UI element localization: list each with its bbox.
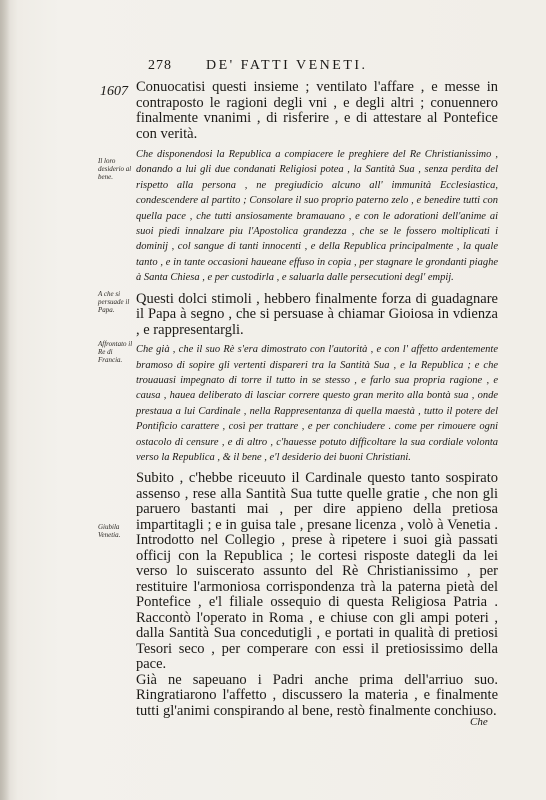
paragraph-3: Questi dolci stimoli , hebbero finalmente forza di guadagnare il Papa à segno , che si persuase à chiamar Gioiosa in vdienza , e rappresentargli. xyxy=(136,290,498,338)
margin-note-1: Il loro desiderio al bene. xyxy=(98,157,132,181)
margin-note-2: A che si persuade il Papa. xyxy=(98,290,130,314)
catchword: Che xyxy=(470,716,488,728)
paragraph-4-italic: Che già , che il suo Rè s'era dimostrato con l'autorità , e con l' affetto ardentemente bramoso di sopire gli vertenti dispareri tra la Santità Sua , e la Republica ; e che trouauasi impegnato di torre il tutto in se stesso , e farlo sua propria ragione , e causa , hauea deliberato di lasciar correre questo gran merito alla bontà sua , onde prestaua a lui Cardinale , nella Rappresentanza di quella maestà , tutto il potere del Pontificio carattere , così per trattare , e per conchiudere . come per rimouere ogni ostacolo di censure , e di altro , c'hauesse potuto difficoltare la sua cordiale volonta verso la Republica , & il bene , e'l desiderio dei buoni Christiani. xyxy=(136,344,498,463)
paragraph-1: Conuocatisi questi insieme ; ventilato l'affare , e messe in contraposto le ragioni degli vni , e degli altri ; conuennero finalmente vnanimi , di risferire , e di attestare al Pontefice con verità. xyxy=(136,79,498,142)
margin-year: 1607 xyxy=(100,84,128,99)
page-gutter-shadow xyxy=(0,0,10,800)
paragraph-2-italic: Che disponendosi la Republica a compiacere le preghiere del Re Christianissimo , donando a lui gli due condanati Religiosi potea , la Santità Sua , senza perdita del rispetto alla persona , ne pregiudicio alcuno all' immunità Ecclesiastica, condescendere al partito ; Consolare il suo proprio paterno zelo , e benedire tutti con quella pace , che tutti ansiosamente bramauano , e con le adorationi dell'anime ai suoi piedi innalzare piu l'Apostolica grandezza , che se le fossero moltiplicati i dominij , col sangue di tanti innocenti , e della Republica principalmente , la quale tanto , e in tante occasioni haueane effuso in copia , per stagnare le grondanti piaghe à Santa Chiesa , e per custodirla , e saluarla dalle persecutioni degl' empij. xyxy=(136,149,498,284)
running-header xyxy=(136,58,476,76)
margin-note-4: Giubila Venetia. xyxy=(98,523,121,539)
paragraph-6: Già ne sapeuano i Padri anche prima dell'arriuo suo. Ringratiarono l'affetto , discussero la materia , e finalmente tutti gl'animi conspirando al bene, restò finalmente conchiuso. xyxy=(136,671,498,719)
main-text-column xyxy=(136,80,498,719)
paragraph-5: Subito , c'hebbe riceuuto il Cardinale questo tanto sospirato assenso , rese alla Santità Sua tutte quelle gratie , che non gli paruero bastanti mai , per dire appieno della pretiosa impartitagli ; e in guisa tale , presane licenza , volò à Venetia . Introdotto nel Collegio , prese à ripetere i suoi già passati officij con la Republica ; le cortesi risposte dategli da lei verso lo suiscerato assunto del Rè Christianissimo , per restituire l'armoniosa corrispondenza trà la paterna pietà del Pontefice , e'l filiale ossequio di questa Religiosa Patria . Raccontò l'operato in Roma , e chiuse con gli ampi poteri , dalla Santità Sua concedutigli , e portati in qualità di pretiosi Tesori seco , per comperare con essi il pretiosissimo della pace. xyxy=(136,470,498,673)
page-number: 278 xyxy=(148,58,172,73)
running-title: DE' FATTI VENETI. xyxy=(206,58,368,73)
margin-note-3: Affrontato il Re di Francia. xyxy=(98,340,133,364)
